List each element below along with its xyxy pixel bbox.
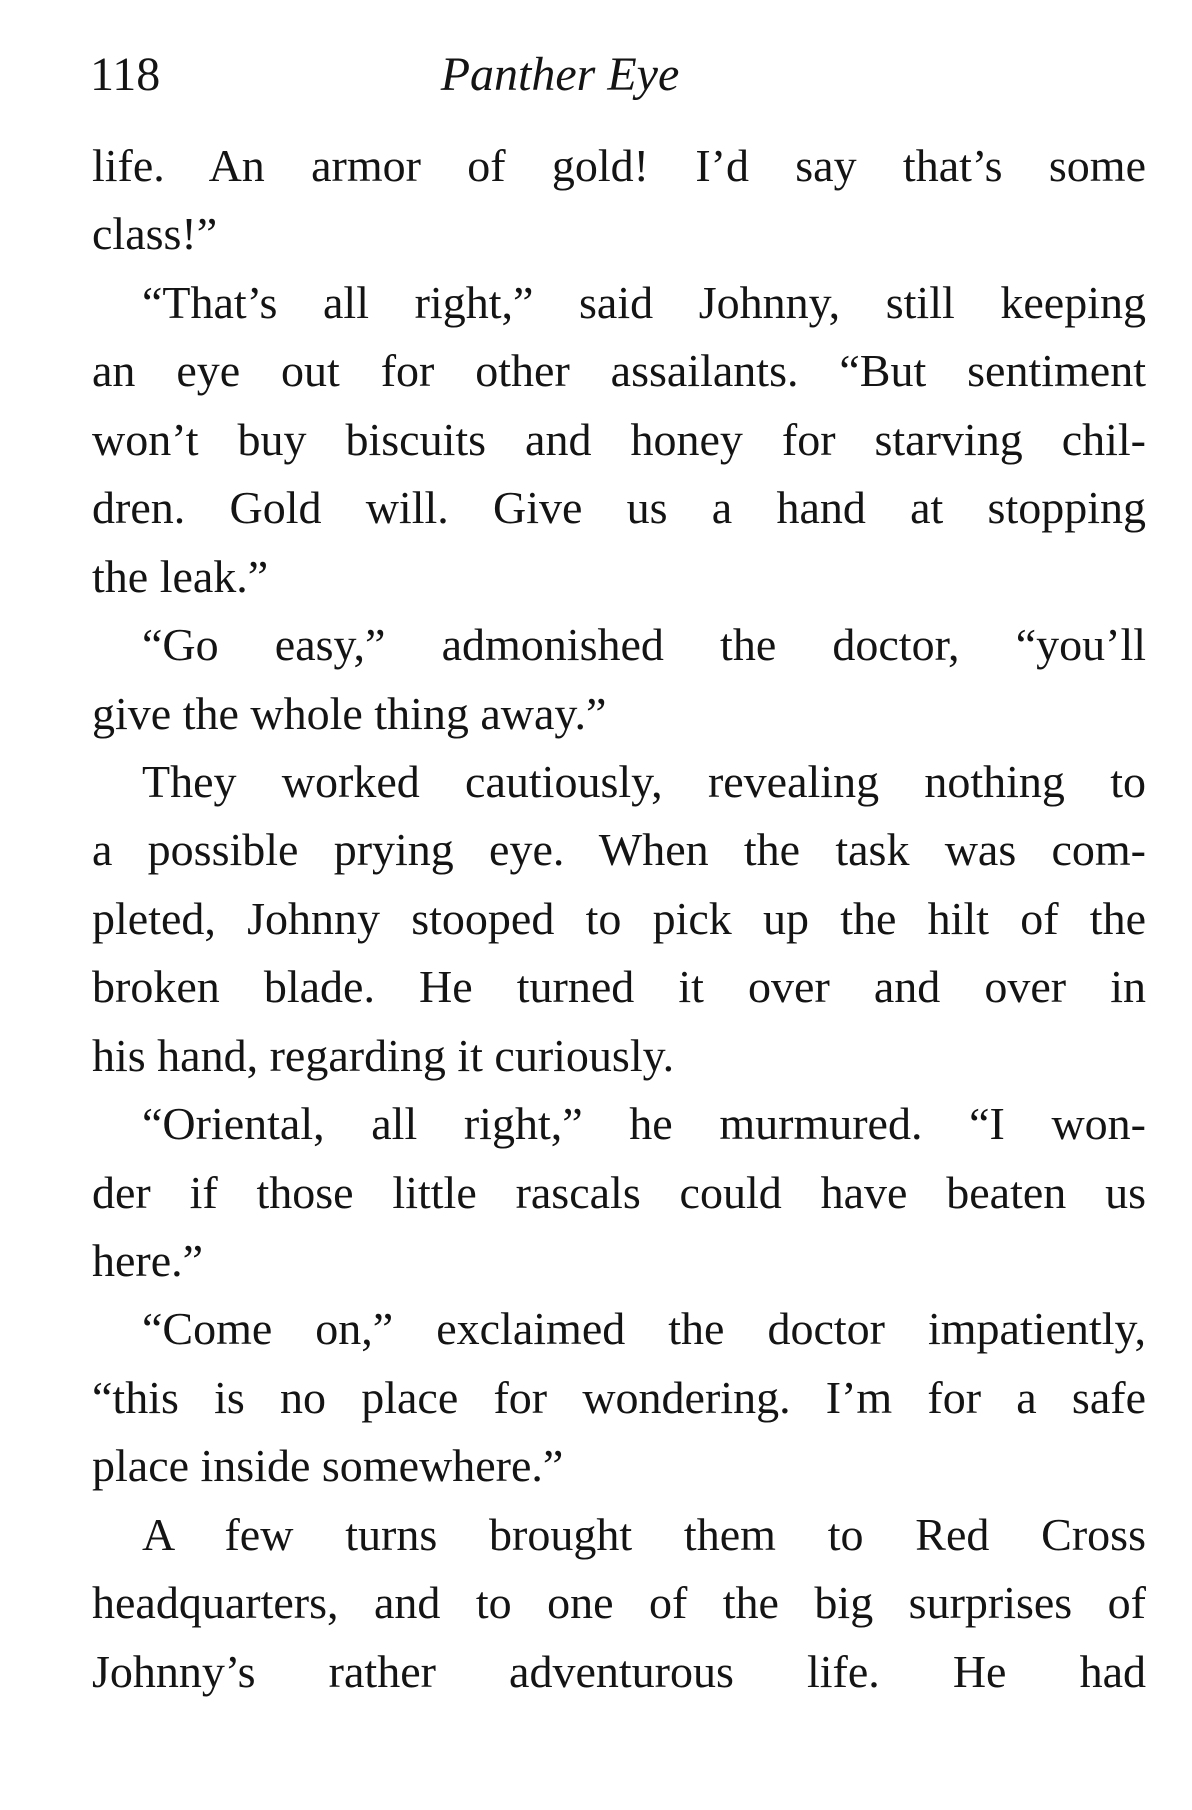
- text-line: give the whole thing away.”: [92, 687, 607, 739]
- text-line: headquarters, and to one of the big surprises of: [92, 1577, 1146, 1629]
- book-title: Panther Eye: [440, 48, 680, 101]
- text-line: life. An armor of gold! I’d say that’s some: [92, 140, 1146, 191]
- page-number: 118: [90, 48, 161, 101]
- text-line: class!”: [92, 208, 218, 260]
- text-line: here.”: [92, 1235, 204, 1286]
- text-line: a possible prying eye. When the task was com-: [92, 824, 1146, 876]
- text-line: A few turns brought them to Red Cross: [142, 1508, 1146, 1560]
- running-head: [90, 40, 1150, 110]
- text-line: They worked cautiously, revealing nothing to: [142, 755, 1146, 807]
- text-line: “Go easy,” admonished the doctor, “you’ll: [142, 619, 1146, 671]
- text-line: the leak.”: [92, 550, 269, 602]
- text-line: “Oriental, all right,” he murmured. “I won-: [142, 1098, 1146, 1150]
- text-line: dren. Gold will. Give us a hand at stopping: [92, 482, 1146, 534]
- text-line: “Come on,” exclaimed the doctor impatiently,: [142, 1303, 1146, 1355]
- text-line: an eye out for other assailants. “But sentiment: [92, 345, 1146, 397]
- text-line: place inside somewhere.”: [92, 1440, 564, 1492]
- text-line: “this is no place for wondering. I’m for a safe: [92, 1371, 1146, 1423]
- body-text: [92, 132, 1146, 1706]
- text-line: “That’s all right,” said Johnny, still keeping: [142, 276, 1146, 328]
- text-line: won’t buy biscuits and honey for starving chil-: [92, 413, 1146, 465]
- text-line: broken blade. He turned it over and over in: [92, 961, 1146, 1013]
- text-line: Johnny’s rather adventurous life. He had: [92, 1645, 1146, 1697]
- text-line: his hand, regarding it curiously.: [92, 1029, 675, 1081]
- text-line: pleted, Johnny stooped to pick up the hilt of the: [92, 892, 1146, 944]
- text-line: der if those little rascals could have beaten us: [92, 1166, 1146, 1218]
